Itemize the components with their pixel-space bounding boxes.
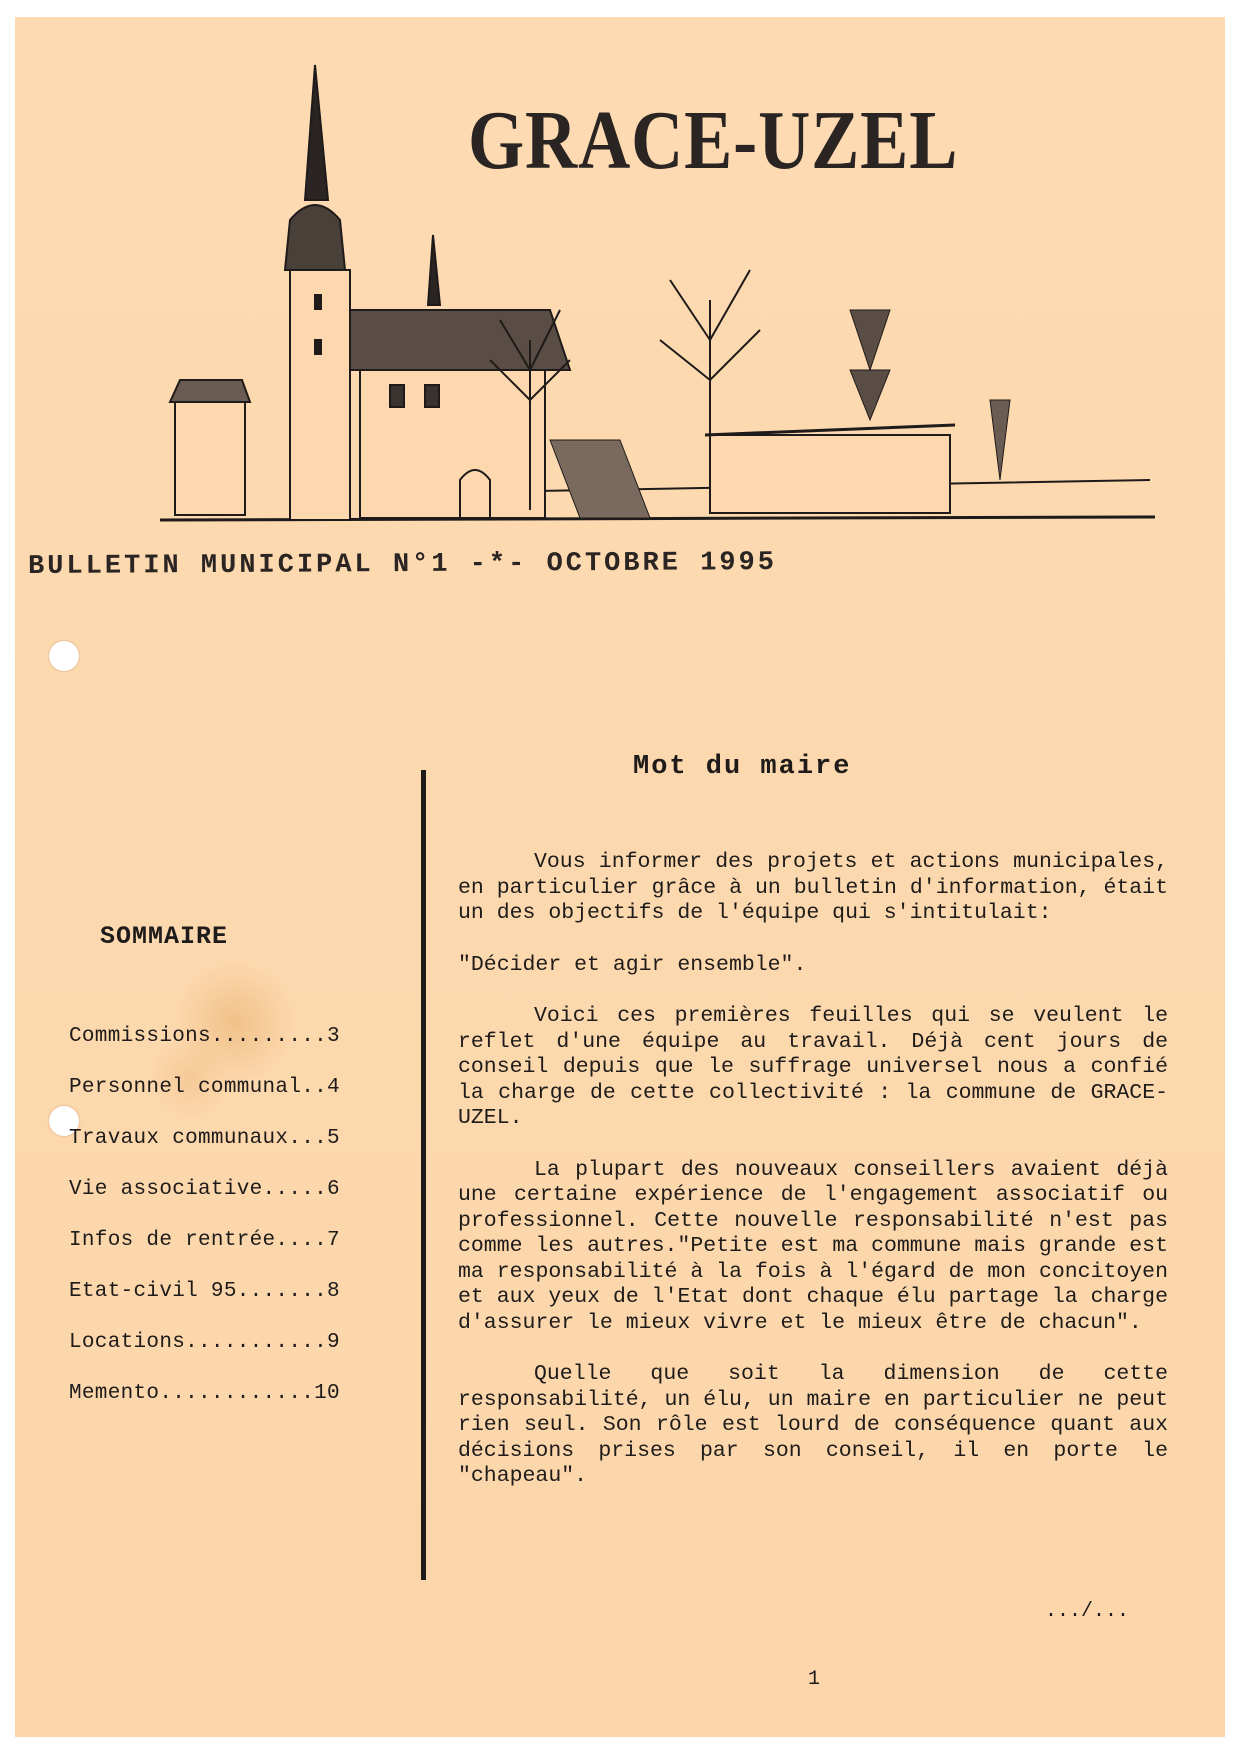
bulletin-subtitle: BULLETIN MUNICIPAL N°1 -*- OCTOBRE 1995 xyxy=(28,548,778,582)
article-body xyxy=(458,850,1168,1516)
article-paragraph: Vous informer des projets et actions municipales, en particulier grâce à un bulletin d'information, était un des objectifs de l'équipe qui s'intitulait: xyxy=(458,850,1168,925)
article-paragraph: Quelle que soit la dimension de cette responsabilité, un élu, un maire en particulier ne peut rien seul. Son rôle est lourd de conséquence quant aux décisions prises par son conseil, il en porte le "chapeau". xyxy=(458,1362,1168,1488)
table-of-contents xyxy=(69,1025,394,1433)
toc-item: Commissions.........3 xyxy=(69,1025,340,1048)
toc-item: Vie associative.....6 xyxy=(69,1178,340,1201)
punch-hole-icon xyxy=(49,641,79,671)
toc-item: Travaux communaux...5 xyxy=(69,1127,340,1150)
toc-item: Personnel communal..4 xyxy=(69,1076,340,1099)
article-paragraph: Voici ces premières feuilles qui se veulent le reflet d'une équipe au travail. Déjà cent jours de conseil depuis que le suffrage universel nous a confié la charge de cette collectivité : la commune de GRACE-UZEL. xyxy=(458,1004,1168,1130)
continued-marker: .../... xyxy=(1045,1600,1130,1623)
article-quote: "Décider et agir ensemble". xyxy=(458,952,807,977)
toc-item: Memento............10 xyxy=(69,1382,340,1405)
toc-title: SOMMAIRE xyxy=(100,922,229,951)
toc-item: Infos de rentrée....7 xyxy=(69,1229,340,1252)
article-title: Mot du maire xyxy=(633,752,852,782)
publication-title: GRACE-UZEL xyxy=(468,94,959,187)
article-paragraph: La plupart des nouveaux conseillers avaient déjà une certaine expérience de l'engagement associatif ou professionnel. Cette nouvelle responsabilité n'est pas comme les autres."Petite est ma commune mais grande est ma responsabilité à la fois à l'égard de mon concitoyen et aux yeux de l'Etat dont chaque élu partage la charge d'assurer le mieux vivre et le mieux être de chacun". xyxy=(458,1157,1168,1335)
toc-item: Etat-civil 95.......8 xyxy=(69,1280,340,1303)
toc-item: Locations...........9 xyxy=(69,1331,340,1354)
column-divider xyxy=(421,770,426,1580)
page-number: 1 xyxy=(808,1668,821,1691)
